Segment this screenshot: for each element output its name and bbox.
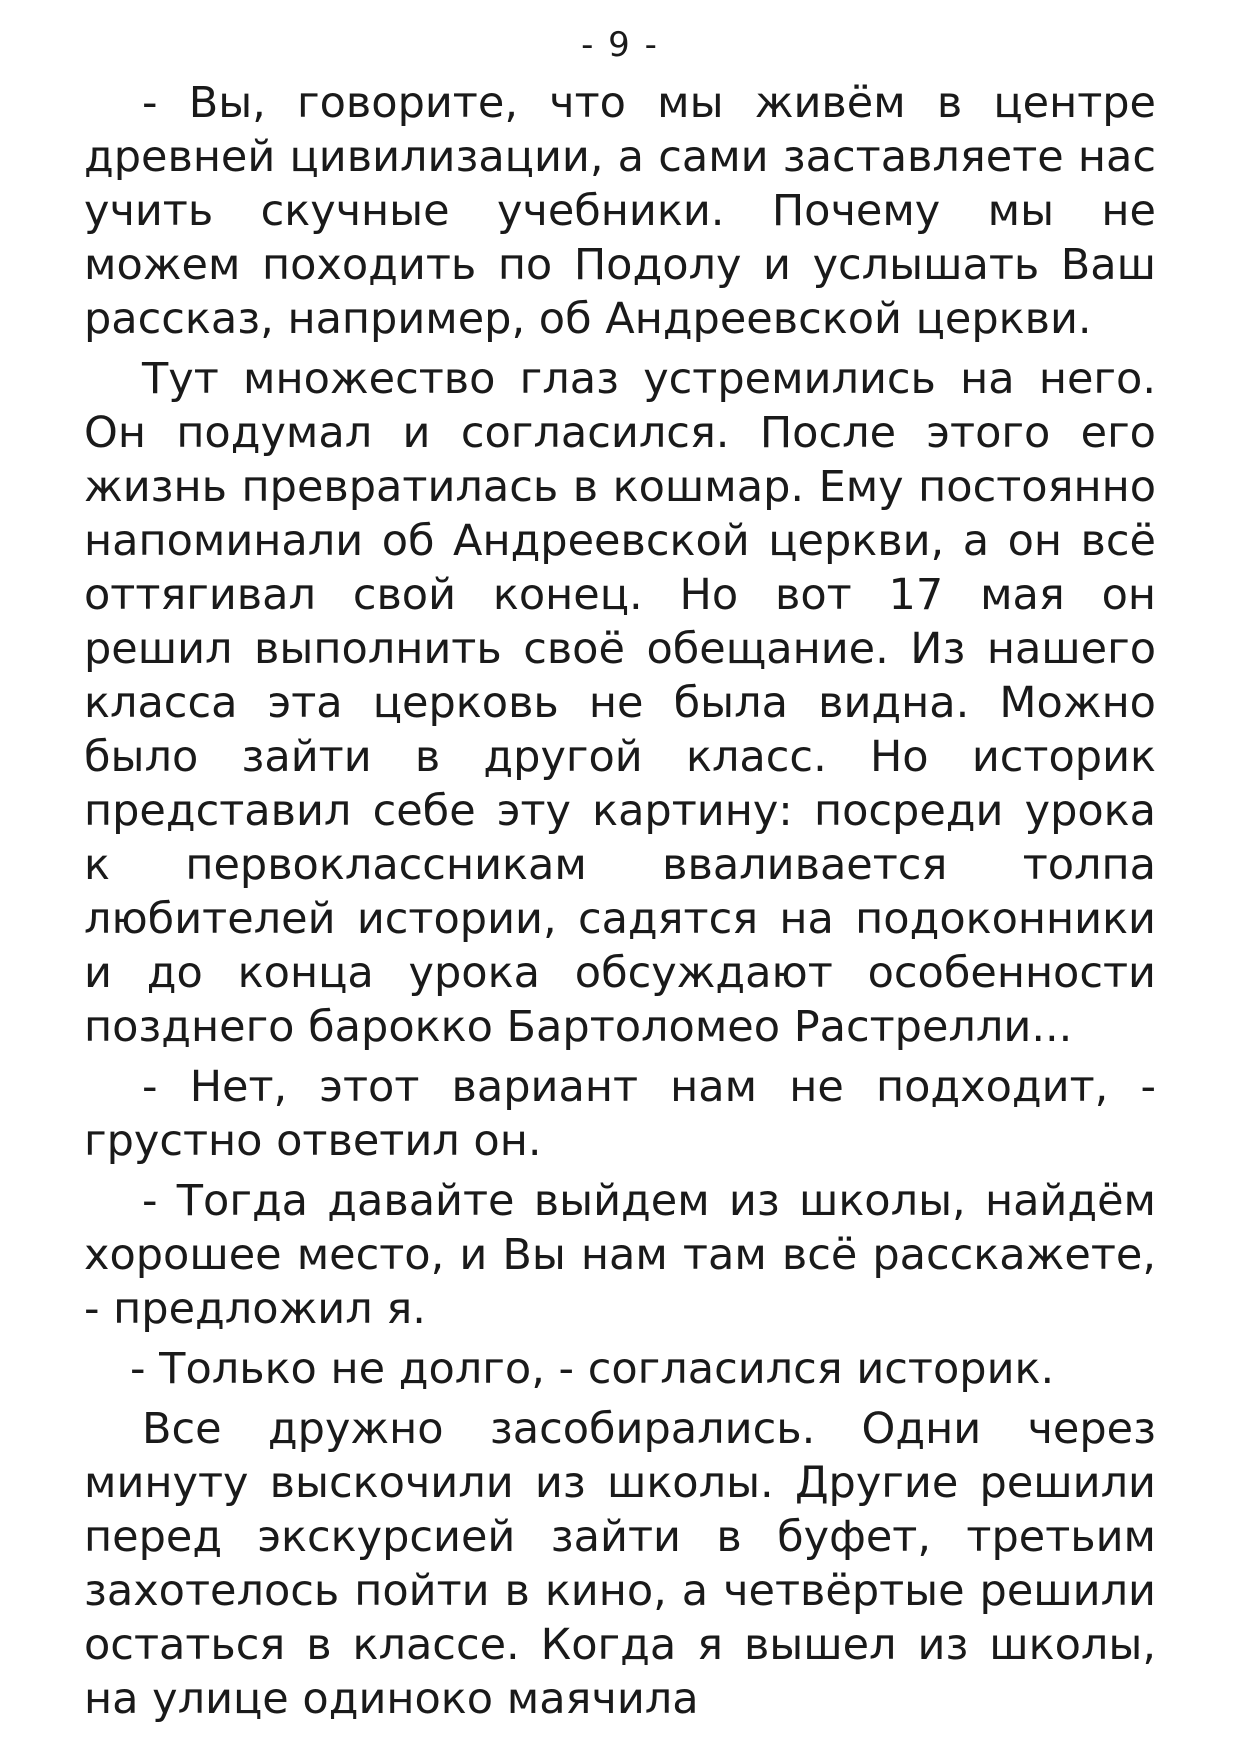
paragraph-3: - Нет, этот вариант нам не подходит, - грустно ответил он.	[84, 1062, 1156, 1166]
page-number: - 9 -	[581, 25, 659, 65]
body-text	[84, 76, 1156, 1732]
paragraph-5: - Только не долго, - согласился историк.	[130, 1344, 1055, 1394]
paragraph-4: - Тогда давайте выйдем из школы, найдём хорошее место, и Вы нам там всё расскажете, - предложил я.	[84, 1176, 1156, 1334]
paragraph-2: Тут множество глаз устремились на него. Он подумал и согласился. После этого его жизнь превратилась в кошмар. Ему постоянно напоминали об Андреевской церкви, а он всё оттягивал свой конец. Но вот 17 мая он решил выполнить своё обещание. Из нашего класса эта церковь не была видна. Можно было зайти в другой класс. Но историк представил себе эту картину: посреди урока к первоклассникам вваливается толпа любителей истории, садятся на подоконники и до конца урока обсуждают особенности позднего барокко Бартоломео Растрелли...	[84, 354, 1156, 1052]
paragraph-6: Все дружно засобирались. Одни через минуту выскочили из школы. Другие решили перед экскурсией зайти в буфет, третьим захотелось пойти в кино, а четвёртые решили остаться в классе. Когда я вышел из школы, на улице одиноко маячила	[84, 1404, 1156, 1724]
paragraph-1: - Вы, говорите, что мы живём в центре древней цивилизации, а сами заставляете нас учить скучные учебники. Почему мы не можем походить по Подолу и услышать Ваш рассказ, например, об Андреевской церкви.	[84, 78, 1156, 344]
